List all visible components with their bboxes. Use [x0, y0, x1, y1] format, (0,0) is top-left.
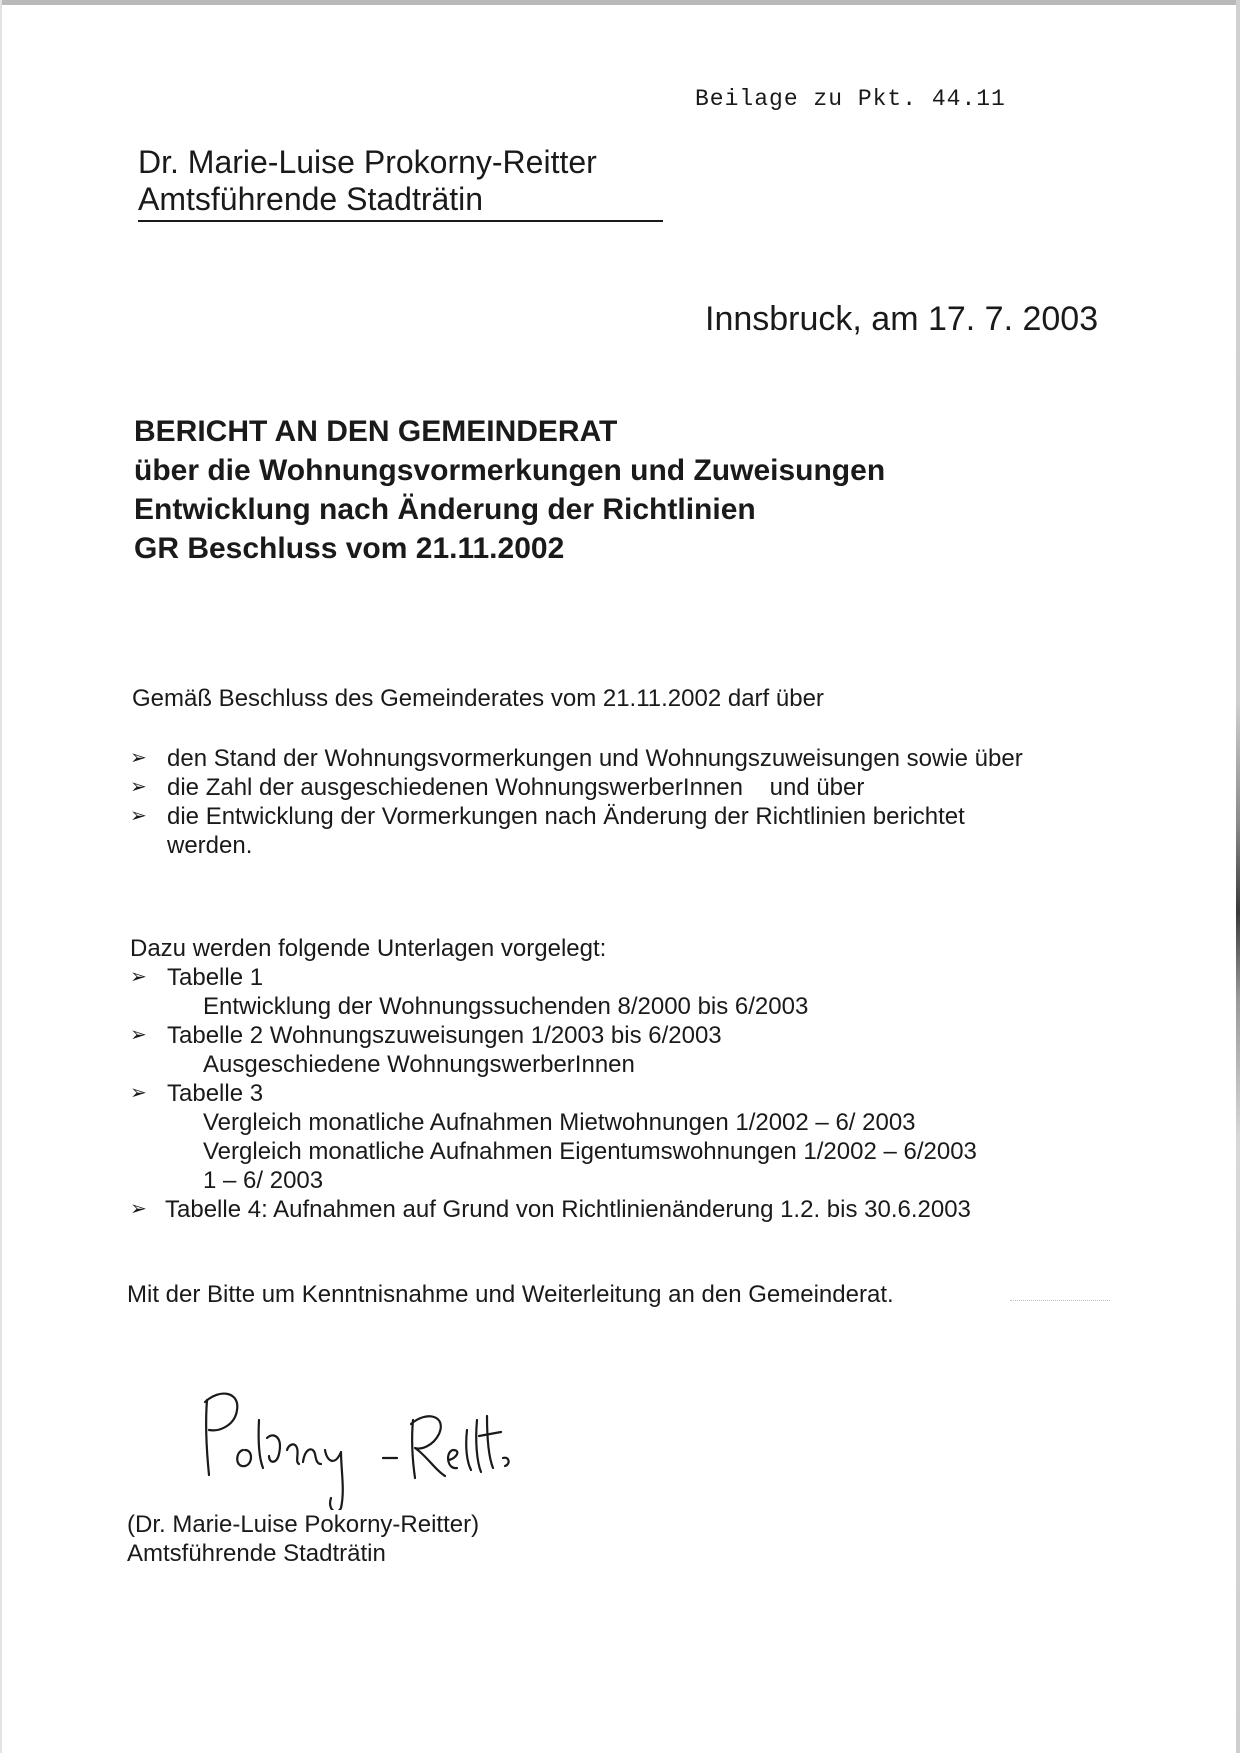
- list-item: [130, 802, 1023, 831]
- scan-edge-top: [0, 0, 1240, 5]
- list-item-continuation: [130, 831, 1023, 860]
- list-item-text: die Zahl der ausgeschiedenen WohnungswerberInnen und über: [167, 774, 865, 801]
- document-label: Tabelle 1: [167, 964, 264, 991]
- list-item-text: werden.: [167, 832, 253, 859]
- report-title: [134, 412, 885, 568]
- author-role: Amtsführende Stadträtin: [138, 181, 663, 222]
- list-item: [130, 773, 1023, 802]
- arrow-bullet-icon: ➢: [130, 966, 147, 988]
- attachment-reference: Beilage zu Pkt. 44.11: [695, 86, 1006, 112]
- list-item-text: den Stand der Wohnungsvormerkungen und Wohnungszuweisungen sowie über: [167, 745, 1023, 772]
- list-item-text: die Entwicklung der Vormerkungen nach Änderung der Richtlinien berichtet: [167, 803, 965, 830]
- signatory-role: Amtsführende Stadträtin: [127, 1540, 386, 1567]
- documents-heading: Dazu werden folgende Unterlagen vorgelegt:: [130, 935, 607, 962]
- document-item: [130, 1079, 977, 1108]
- closing-text: Mit der Bitte um Kenntnisnahme und Weiterleitung an den Gemeinderat.: [127, 1281, 894, 1308]
- document-label: Tabelle 3: [167, 1080, 264, 1107]
- arrow-bullet-icon: ➢: [130, 776, 147, 798]
- intro-text: Gemäß Beschluss des Gemeinderates vom 21.11.2002 darf über: [132, 685, 824, 712]
- document-detail: 1 – 6/ 2003: [203, 1167, 324, 1194]
- arrow-bullet-icon: ➢: [130, 1082, 147, 1104]
- document-item: [130, 1021, 977, 1050]
- report-topics-list: [130, 744, 1023, 860]
- report-title-line: GR Beschluss vom 21.11.2002: [134, 532, 565, 565]
- signatory-name: (Dr. Marie-Luise Pokorny-Reitter): [127, 1511, 480, 1538]
- scan-specks: [1010, 1300, 1110, 1303]
- place-date: Innsbruck, am 17. 7. 2003: [705, 300, 1099, 338]
- document-label: Tabelle 4: Aufnahmen auf Grund von Richtlinienänderung 1.2. bis 30.6.2003: [165, 1196, 971, 1223]
- scan-edge-left: [0, 0, 2, 1753]
- document-detail: Vergleich monatliche Aufnahmen Mietwohnungen 1/2002 – 6/ 2003: [203, 1109, 916, 1136]
- documents-section: [130, 934, 977, 1224]
- scan-edge-right: [1236, 0, 1240, 1753]
- document-item: [130, 963, 977, 992]
- document-item: [130, 1195, 977, 1224]
- author-name: Dr. Marie-Luise Prokorny-Reitter: [138, 144, 597, 180]
- arrow-bullet-icon: ➢: [130, 747, 147, 769]
- arrow-bullet-icon: ➢: [130, 805, 147, 827]
- document-detail: Vergleich monatliche Aufnahmen Eigentumswohnungen 1/2002 – 6/2003: [203, 1138, 977, 1165]
- handwritten-signature: [195, 1380, 575, 1510]
- document-label: Tabelle 2 Wohnungszuweisungen 1/2003 bis 6/2003: [167, 1022, 722, 1049]
- arrow-bullet-icon: ➢: [130, 1198, 147, 1220]
- document-detail: Ausgeschiedene WohnungswerberInnen: [203, 1051, 635, 1078]
- arrow-bullet-icon: ➢: [130, 1024, 147, 1046]
- report-title-line: Entwicklung nach Änderung der Richtlinien: [134, 493, 756, 526]
- report-title-line: über die Wohnungsvormerkungen und Zuweisungen: [134, 454, 886, 487]
- document-detail: Entwicklung der Wohnungssuchenden 8/2000 bis 6/2003: [203, 993, 809, 1020]
- report-title-line: BERICHT AN DEN GEMEINDERAT: [134, 415, 618, 448]
- list-item: [130, 744, 1023, 773]
